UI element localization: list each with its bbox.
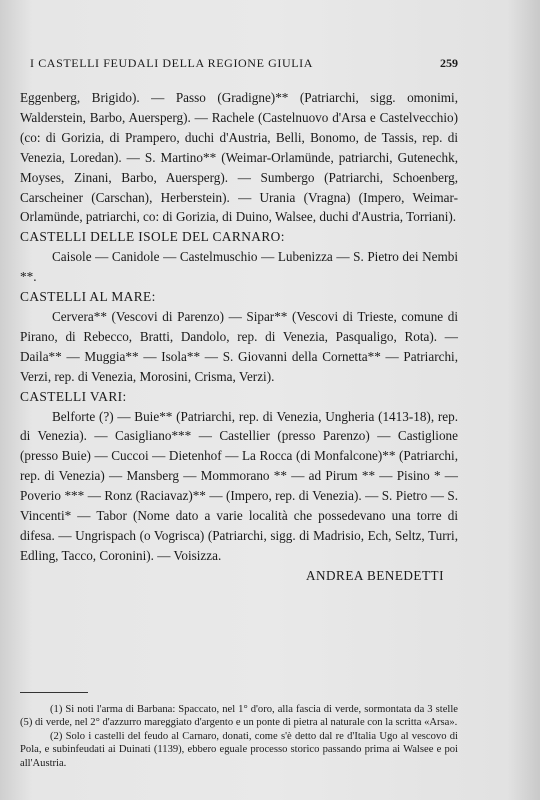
footnote-divider	[20, 692, 88, 693]
section-text-isole: Caisole — Canidole — Castelmuschio — Lubenizza — S. Pietro dei Nembi **.	[20, 249, 458, 285]
footnotes	[20, 703, 458, 770]
page-number: 259	[440, 56, 458, 70]
footnote-2: (2) Solo i castelli del feudo al Carnaro, donati, come s'è detto dal re d'Italia Ugo al vescovo di Pola, e subinfeudati ai Duinati (1139), ebbero eguale processo storico passando prima ai Walsee e poi all'Austria.	[20, 730, 458, 769]
section-heading-isole: CASTELLI DELLE ISOLE DEL CARNARO:	[20, 229, 285, 245]
running-title: I CASTELLI FEUDALI DELLA REGIONE GIULIA	[30, 56, 314, 70]
section-text-vari: Belforte (?) — Buie** (Patriarchi, rep. di Venezia, Ungheria (1413-18), rep. di Venezia). — Casigliano*** — Castellier (presso Parenzo) — Castiglione (presso Buie) — Cuccoi — Dietenhof — La Rocca (di Monfalcone)** (Patriarchi, rep. di Venezia) — Mansberg — Mommorano ** — ad Pirum ** — Pisino * — Poverio *** — Ronz (Raciavaz)** — (Impero, rep. di Venezia). — S. Pietro — S. Vincenti* — Tabor (Nome dato a varie località che possedevano una torre di difesa. — Ungrispach (o Vogrisca) (Patriarchi, sigg. di Madrisio, Ech, Seltz, Turri, Edling, Tacco, Coronini). — Voisizza.	[20, 408, 458, 563]
running-header	[30, 56, 458, 71]
section-text-mare: Cervera** (Vescovi di Parenzo) — Sipar** (Vescovi di Trieste, comune di Pirano, di Rebecco, Bratti, Dandolo, rep. di Venezia, Pasqualigo, Rota). — Daila** — Muggia** — Isola** — S. Giovanni della Cornetta** — Patriarchi, Verzi, rep. di Venezia, Morosini, Crisma, Verzi).	[20, 308, 458, 384]
main-text	[20, 88, 458, 586]
footnote-1: (1) Si noti l'arma di Barbana: Spaccato, nel 1° d'oro, alla fascia di verde, sormontata da 3 stelle (5) di verde, nel 2° d'azzurro mareggiato d'argento e un ponte di pietra al naturale con la scritta «Arsa».	[20, 704, 458, 729]
intro-paragraph: Eggenberg, Brigido). — Passo (Gradigne)** (Patriarchi, sigg. omonimi, Walderstein, Barbo, Auersperg). — Rachele (Castelnuovo d'Arsa e Castelvecchio) (co: di Gorizia, di Prampero, duchi d'Austria, Belli, Bonomo, de Tassis, rep. di Venezia, Loredan). — S. Martino** (Weimar-Orlamünde, patriarchi, Gutenechk, Moyses, Zinani, Barbo, Auersperg). — Sumbergo (Patriarchi, Schoenberg, Carscheiner (Carschan), Herberstein). — Urania (Vragna) (Impero, Weimar-Orlamünde, patriarchi, co: di Gorizia, di Duino, Walsee, duchi d'Austria, Torriani).	[20, 90, 458, 225]
section-heading-mare: CASTELLI AL MARE:	[20, 289, 156, 305]
section-heading-vari: CASTELLI VARI:	[20, 388, 127, 404]
author-signature: ANDREA BENEDETTI	[305, 567, 444, 583]
